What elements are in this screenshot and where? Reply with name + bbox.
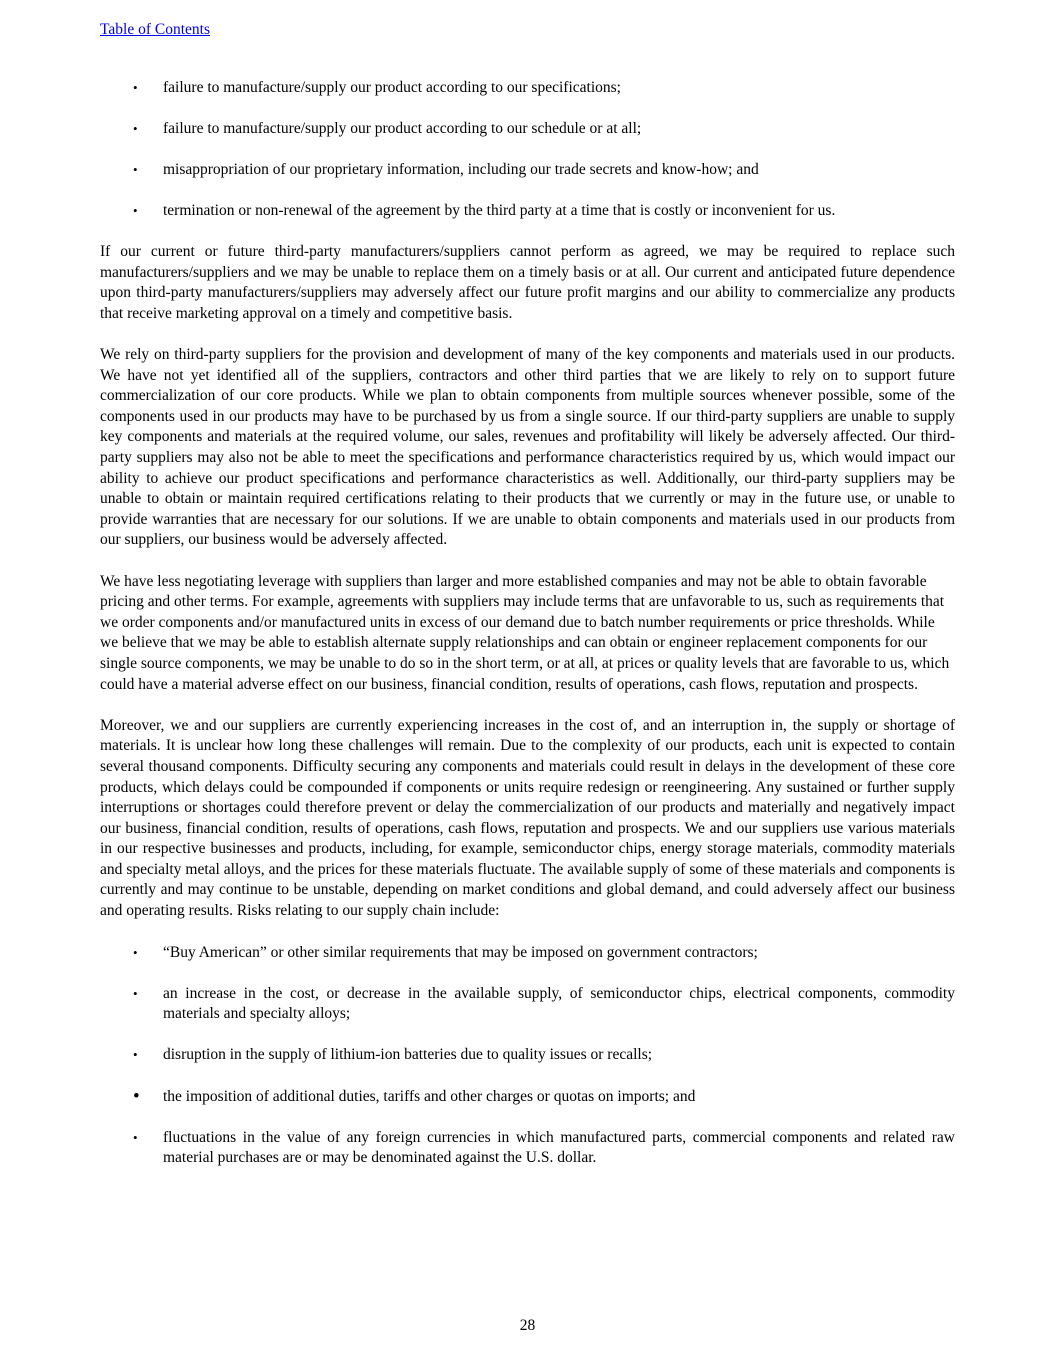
bullet-icon: •	[133, 1129, 138, 1145]
list-item-text: an increase in the cost, or decrease in the available supply, of semiconductor chips, electrical components, commodity materials and specialty alloys;	[163, 984, 955, 1023]
paragraph: If our current or future third-party manufacturers/suppliers cannot perform as agreed, we may be required to replace such manufacturers/suppliers and we may be unable to replace them on a timely basis or at all. Our current and anticipated future dependence upon third-party manufacturers/suppliers may adversely affect our future profit margins and our ability to commercialize any products that receive marketing approval on a timely and competitive basis.	[100, 243, 955, 322]
bullet-icon: •	[133, 1047, 138, 1063]
bullet-icon: •	[133, 202, 138, 218]
bullet-icon: •	[133, 1085, 140, 1107]
bullet-icon: •	[133, 985, 138, 1001]
list-item	[100, 943, 955, 964]
list-item	[100, 78, 955, 99]
list-item-text: the imposition of additional duties, tariffs and other charges or quotas on imports; and	[163, 1087, 696, 1105]
bullet-icon: •	[133, 79, 138, 95]
list-item	[100, 160, 955, 181]
list-item	[100, 1045, 955, 1066]
list-item-text: failure to manufacture/supply our product according to our schedule or at all;	[163, 119, 642, 137]
list-item-text: disruption in the supply of lithium-ion batteries due to quality issues or recalls;	[163, 1046, 653, 1064]
list-item	[100, 984, 955, 1025]
paragraph: Moreover, we and our suppliers are currently experiencing increases in the cost of, and an interruption in, the supply or shortage of materials. It is unclear how long these challenges will remain. Due to the complexity of our products, each unit is expected to contain several thousand components. Difficulty securing any components and materials could result in delays in the development of these core products, which delays could be compounded if components or units require redesign or reengineering. Any sustained or further supply interruptions or shortages could therefore prevent or delay the commercialization of our products and materially and negatively impact our business, financial condition, results of operations, cash flows, reputation and prospects. We and our suppliers use various materials in our respective businesses and products, including, for example, semiconductor chips, energy storage materials, commodity materials and specialty metal alloys, and the prices for these materials fluctuate. The available supply of some of these materials and components is currently and may continue to be unstable, depending on market conditions and global demand, and could adversely affect our business and operating results. Risks relating to our supply chain include:	[100, 716, 955, 920]
list-item-text: termination or non-renewal of the agreement by the third party at a time that is costly or inconvenient for us.	[163, 201, 836, 219]
paragraph: We rely on third-party suppliers for the provision and development of many of the key components and materials used in our products. We have not yet identified all of the suppliers, contractors and other third parties that we are likely to rely on to support future commercialization of our core products. While we plan to obtain components from multiple sources whenever possible, some of the components used in our products may have to be purchased by us from a single source. If our third-party suppliers are unable to supply key components and materials at the required volume, our sales, revenues and profitability will likely be adversely affected. Our third-party suppliers may also not be able to meet the specifications and performance characteristics required by us, which would impact our ability to achieve our product specifications and performance characteristics as well. Additionally, our third-party suppliers may be unable to obtain or maintain required certifications relating to their products that we currently or may in the future use, or unable to provide warranties that are necessary for our solutions. If we are unable to obtain components and materials used in our products from our suppliers, our business would be adversely affected.	[100, 346, 955, 549]
bullet-icon: •	[133, 944, 138, 960]
paragraph: We have less negotiating leverage with suppliers than larger and more established companies and may not be able to obtain favorable pricing and other terms. For example, agreements with suppliers may include terms that are unfavorable to us, such as requirements that we order components and/or manufactured units in excess of our demand due to batch number requirements or price thresholds. While we believe that we may be able to establish alternate supply relationships and can obtain or engineer replacement components for our single source components, we may be unable to do so in the short term, or at all, at prices or quality levels that are favorable to us, which could have a material adverse effect on our business, financial condition, results of operations, cash flows, reputation and prospects.	[100, 572, 950, 693]
list-item-text: fluctuations in the value of any foreign currencies in which manufactured parts, commercial components and related raw material purchases are or may be denominated against the U.S. dollar.	[163, 1128, 955, 1167]
page-number: 28	[519, 1317, 536, 1334]
list-item-text: misappropriation of our proprietary information, including our trade secrets and know-how; and	[163, 160, 759, 178]
list-item-text: “Buy American” or other similar requirements that may be imposed on government contractors;	[163, 943, 758, 961]
list-item	[100, 1087, 955, 1108]
list-item	[100, 201, 955, 222]
list-item-text: failure to manufacture/supply our product according to our specifications;	[163, 78, 621, 96]
bullet-list-top	[100, 78, 955, 222]
bullet-icon: •	[133, 161, 138, 177]
toc-link-row	[100, 20, 955, 41]
list-item	[100, 119, 955, 140]
bullet-icon: •	[133, 120, 138, 136]
bullet-list-bottom	[100, 943, 955, 1169]
table-of-contents-link[interactable]: Table of Contents	[100, 21, 210, 38]
list-item	[100, 1128, 955, 1169]
